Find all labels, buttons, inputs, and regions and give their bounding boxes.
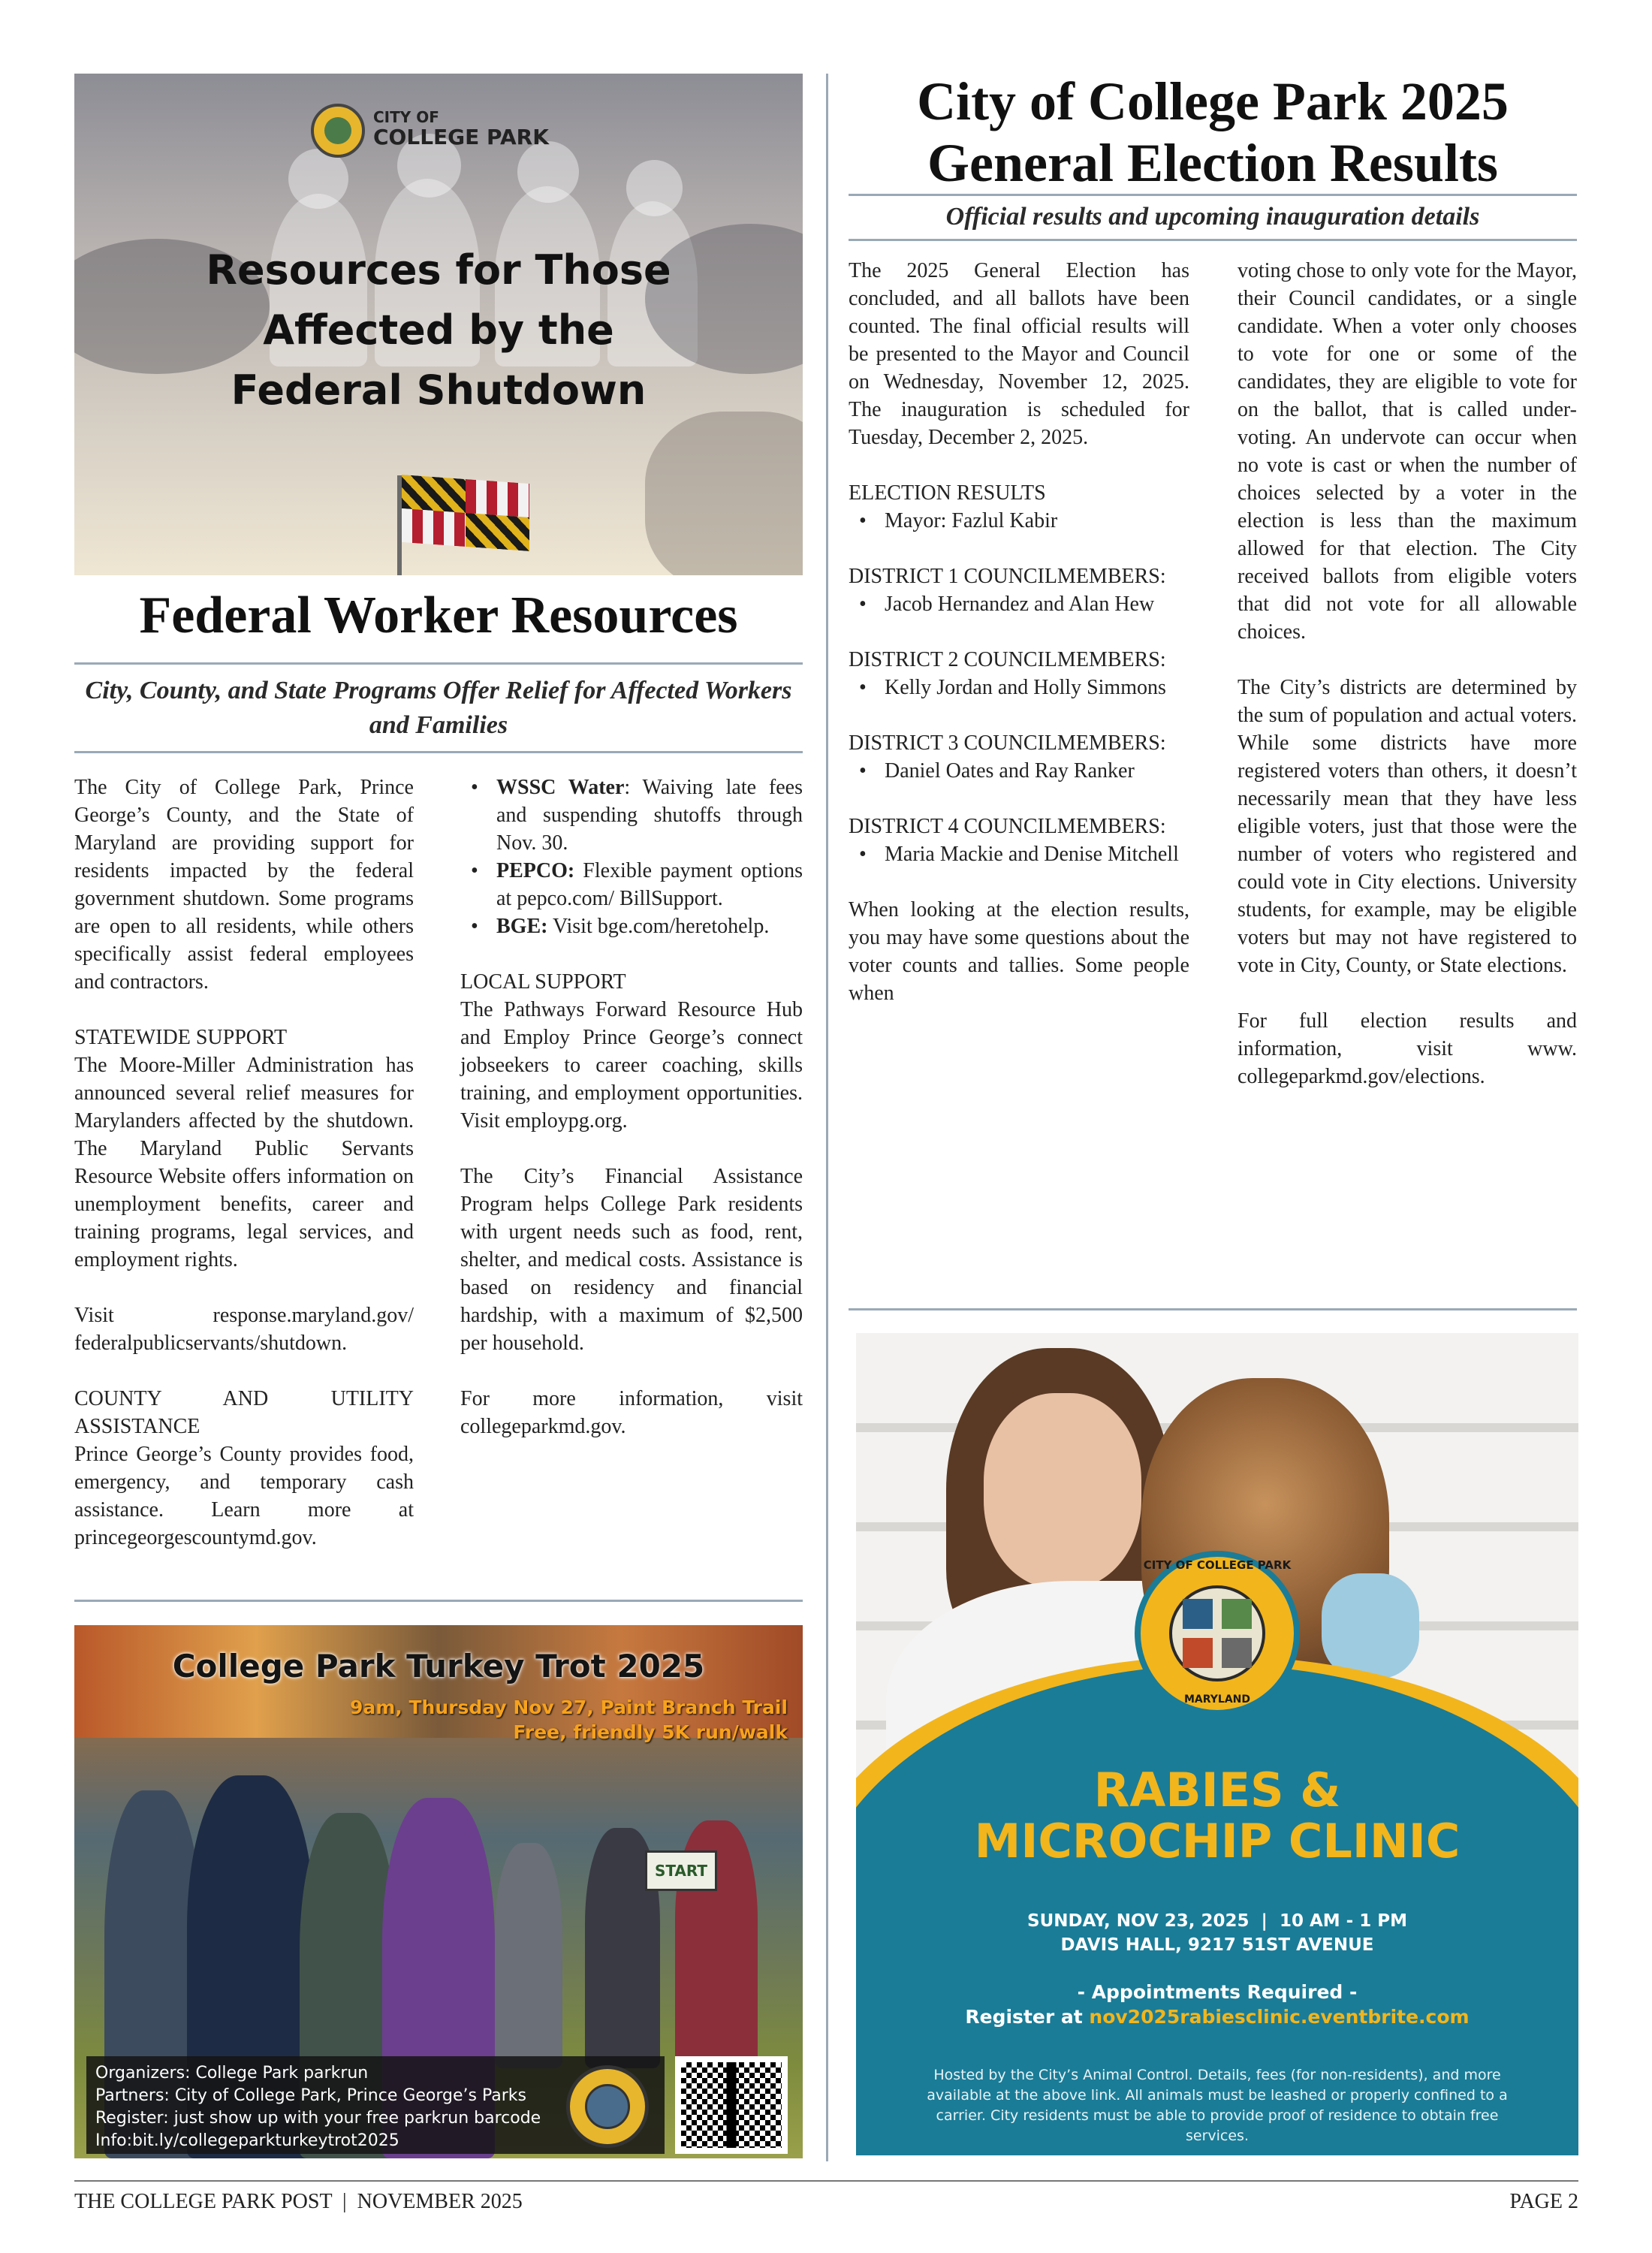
fingers-bottom-shape [645,412,803,575]
federal-rule-top [74,662,803,665]
district-4-members: • Maria Mackie and Denise Mitchell [849,840,1189,868]
federal-rule-bottom [74,751,803,753]
turkey-register: Register: just show up with your free parkrun barcode [95,2109,541,2128]
utility-item-pepco [460,857,803,912]
register-prefix: Register at [965,2006,1090,2028]
left-section-divider [74,1600,803,1602]
full-results-text: For full election results and information, visit www. collegeparkmd.gov/elections. [1237,1009,1577,1088]
turkey-trot-title: College Park Turkey Trot 2025 [172,1648,705,1684]
district-3-members: • Daniel Oates and Ray Ranker [849,757,1189,785]
district-4-list [849,840,1189,868]
turkey-info: Info:bit.ly/collegeparkturkeytrot2025 [95,2131,399,2150]
city-logo-line2: COLLEGE PARK [373,125,549,149]
rabies-title-line2: MICROCHIP CLINIC [974,1814,1461,1868]
footer-page-number: PAGE 2 [1509,2190,1578,2213]
turkey-city-seal-icon [566,2065,649,2148]
center-column-divider [826,74,828,2161]
election-intro: The 2025 General Election has concluded, and all ballots have been counted. The final official results will be presented to the Mayor and Council on Wednesday, November 12, 2025. The inauguration is scheduled for Tuesday, December 2, 2025. [849,259,1189,449]
turkey-trot-subtitle-1: 9am, Thursday Nov 27, Paint Branch Trail [349,1697,788,1718]
county-text: Prince George’s County provides food, emergency, and temporary cash assistance. Learn more at princegeorgescountymd.gov. [74,1443,414,1549]
turkey-organizers: Organizers: College Park parkrun [95,2064,369,2083]
rabies-title [856,1765,1578,1867]
turkey-trot-image [74,1625,803,2158]
qr-code-icon[interactable] [675,2056,788,2154]
more-info-text: For more information, visit collegeparkmd.gov. [460,1387,803,1438]
rabies-fine-print: Hosted by the City’s Animal Control. Details, fees (for non-residents), and more available at the above link. All animals must be leashed or properly confined to a carrier. City residents must be able to provide proof of residence to obtain free services. [927,2067,1508,2144]
local-heading: LOCAL SUPPORT [460,970,626,994]
start-sign: START [645,1850,717,1891]
election-headline-line2: General Election Results [927,133,1498,193]
county-heading: COUNTY AND UTILITY ASSISTANCE [74,1387,414,1438]
election-headline-line1: City of College Park 2025 [917,71,1509,131]
utility-list [460,774,803,940]
district-1-members: • Jacob Hernandez and Alan Hew [849,590,1189,618]
register-link[interactable]: nov2025rabiesclinic.eventbrite.com [1089,2006,1470,2028]
district-3-heading: DISTRICT 3 COUNCILMEMBERS: [849,731,1166,755]
district-1-heading: DISTRICT 1 COUNCILMEMBERS: [849,565,1166,588]
city-logo-line1: CITY OF [373,108,439,126]
election-column-2 [1237,257,1577,1118]
mayor-result: • Mayor: Fazlul Kabir [849,507,1189,535]
undervoting-text: voting chose to only vote for the Mayor, their Council candidates, or a single candidate. When a voter only chooses to vote for one or some of the candidates, they are eligible to vote for on the ballot, that is called under-voting. An undervote can occur when no vote is cast or when the number of choices selected by a voter in the election is less than the maximum allowed for that election. The City received ballots from eligible voters that did not vote for all allowable choices. [1237,259,1577,644]
federal-column-2 [460,774,803,1468]
shutdown-resources-image [74,74,803,575]
footer-publication: THE COLLEGE PARK POST | NOVEMBER 2025 [74,2190,523,2213]
utility-text: Flexible payment options at pepco.com/ BillSupport. [496,859,803,910]
results-heading: ELECTION RESULTS [849,481,1046,505]
utility-item-wssc [460,774,803,857]
district-3-list [849,757,1189,785]
utility-text: Visit bge.com/heretohelp. [547,915,770,938]
looking-results-text: When looking at the election results, you may have some questions about the voter counts and tallies. Some people when [849,898,1189,1005]
rabies-appointments: - Appointments Required - [1077,1981,1358,2003]
election-deck: Official results and upcoming inauguration details [945,203,1480,231]
election-section-divider [849,1308,1577,1310]
city-seal-icon [311,104,365,158]
district-2-heading: DISTRICT 2 COUNCILMEMBERS: [849,648,1166,671]
shutdown-title-line1: Resources for Those [206,246,671,294]
federal-headline: Federal Worker Resources [139,587,738,644]
statewide-heading: STATEWIDE SUPPORT [74,1026,288,1049]
maryland-flag-icon [402,475,529,551]
utility-text: : Waiving late fees and suspending shutoffs through Nov. 30. [496,776,803,855]
utility-label: PEPCO: [496,859,575,882]
rabies-location: DAVIS HALL, 9217 51ST AVENUE [1060,1935,1374,1955]
district-2-list [849,674,1189,701]
shutdown-title-line2: Affected by the [263,306,614,354]
statewide-visit: Visit response.maryland.gov/ federalpublicservants/shutdown. [74,1304,414,1355]
mayor-list [849,507,1189,535]
district-1-list [849,590,1189,618]
local-text: The Pathways Forward Resource Hub and Employ Prince George’s connect jobseekers to career coaching, skills training, and employment opportunities. Visit employpg.org. [460,998,803,1133]
district-4-heading: DISTRICT 4 COUNCILMEMBERS: [849,815,1166,838]
rabies-clinic-ad [856,1333,1578,2155]
rabies-date: SUNDAY, NOV 23, 2025 | 10 AM - 1 PM [1027,1911,1407,1931]
utility-item-bge [460,912,803,940]
statewide-text: The Moore-Miller Administration has announced several relief measures for Marylanders affected by the shutdown. The Maryland Public Servants Resource Website offers information on unemployment benefits, career and training programs, legal services, and employment rights. [74,1054,414,1271]
seal-top-text: CITY OF COLLEGE PARK [1143,1558,1292,1572]
shutdown-title [74,240,803,421]
utility-label: BGE: [496,915,548,938]
election-headline [849,71,1577,194]
election-column-1 [849,257,1189,1035]
utility-label: WSSC Water [496,776,625,799]
turkey-partners: Partners: City of College Park, Prince George’s Parks [95,2086,526,2105]
turkey-trot-subtitle-2: Free, friendly 5K run/walk [513,1721,788,1743]
vet-face-shape [984,1393,1141,1588]
federal-column-1 [74,774,414,1579]
glove-shape [1322,1573,1419,1678]
rabies-register [856,2006,1578,2028]
election-rule-bottom [849,239,1577,241]
shutdown-title-line3: Federal Shutdown [231,366,647,414]
federal-intro: The City of College Park, Prince George’s County, and the State of Maryland are providing support for residents impacted by the federal government shutdown. Some programs are open to all residents, while others specifically assist federal employees and contractors. [74,776,414,994]
footer-rule [74,2180,1578,2182]
districts-text: The City’s districts are determined by the sum of population and actual voters. While some districts have more registered voters than others, it doesn’t necessarily mean that they have less eligible voters, just that those were the number of voters who registered and could vote in City elections. University students, for example, may be eligible voters but may not have registered to vote in City, County, or State elections. [1237,676,1577,977]
election-rule-top [849,194,1577,196]
financial-assistance-text: The City’s Financial Assistance Program helps College Park residents with urgent needs such as food, rent, shelter, and medical costs. Assistance is based on residency and financial hardship, with a maximum of $2,500 per household. [460,1165,803,1355]
rabies-title-line1: RABIES & [1093,1763,1341,1817]
city-seal-icon [1135,1551,1300,1716]
federal-deck: City, County, and State Programs Offer Relief for Affected Workers and Families [85,677,792,739]
seal-bottom-text: MARYLAND [1183,1694,1250,1706]
district-2-members: • Kelly Jordan and Holly Simmons [849,674,1189,701]
